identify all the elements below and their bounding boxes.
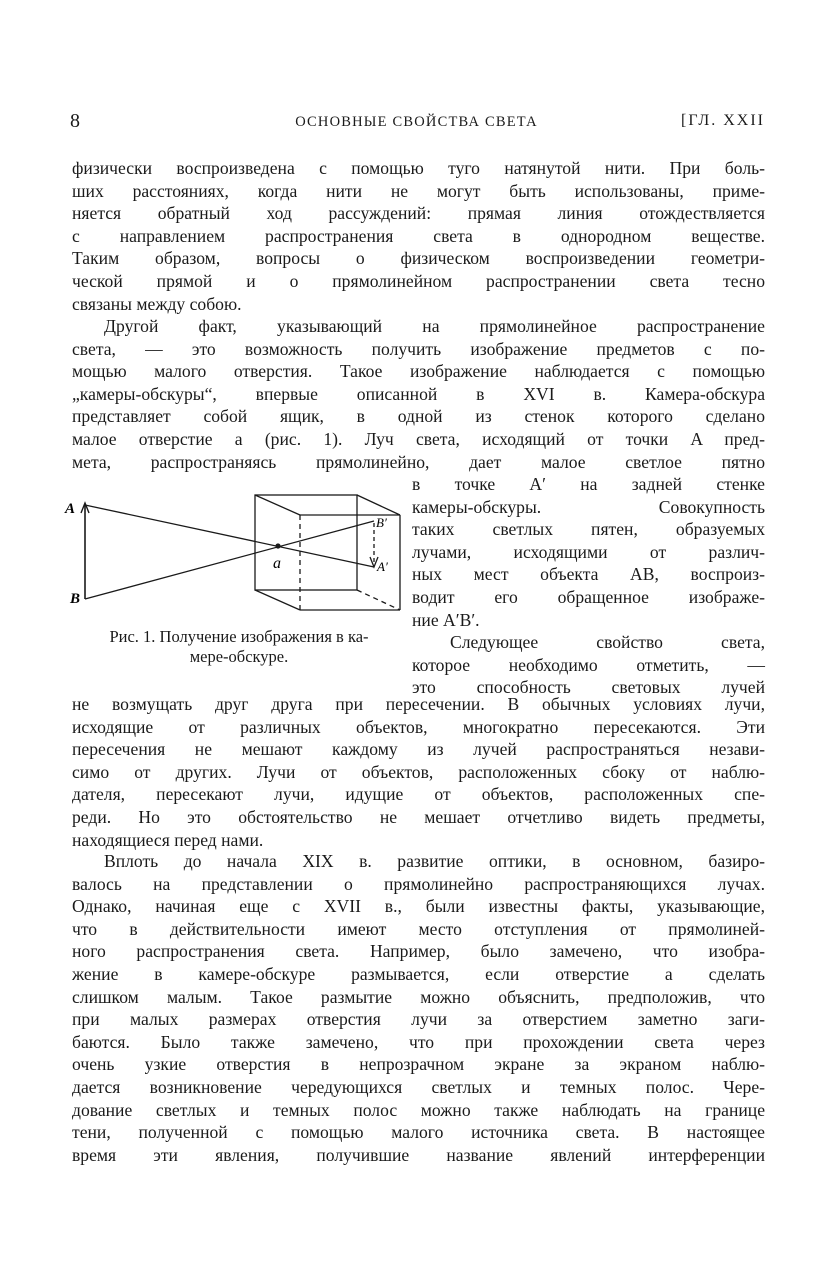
text-line: при малых размерах отверстия лучи за отверстием заметно заги- — [72, 1009, 765, 1030]
paragraph-2 — [72, 315, 765, 473]
text-line: малое отверстие a (рис. 1). Луч света, исходящий от точки A пред- — [72, 428, 765, 449]
text-line: исходящие от различных объектов, многократно пересекаются. Эти — [72, 716, 765, 737]
text-line: дателя, пересекают лучи, идущие от объектов, расположенных спе- — [72, 784, 765, 805]
text-line: Вплоть до начала XIX в. развитие оптики, в основном, базиро- — [104, 851, 765, 871]
text-line: реди. Но это обстоятельство не мешает отчетливо видеть предметы, — [72, 806, 765, 827]
text-line: ние A′B′. — [412, 609, 480, 630]
text-line: баются. Было также замечено, что при прохождении света через — [72, 1031, 765, 1052]
text-line: с направлением распространения света в однородном веществе. — [72, 225, 765, 246]
side-text — [412, 473, 765, 699]
text-line: физически воспроизведена с помощью туго натянутой нити. При боль- — [72, 158, 765, 178]
text-line: слишком малым. Такое размытие можно объяснить, предположив, что — [72, 986, 765, 1007]
text-line: таких светлых пятен, образуемых — [412, 519, 765, 540]
text-line: лучами, исходящими от различ- — [412, 541, 765, 562]
text-line: Следующее свойство света, — [450, 632, 765, 653]
label-A: A — [65, 501, 76, 517]
caption-line: мере-обскуре. — [189, 647, 289, 666]
text-line: симо от других. Лучи от объектов, расположенных сбоку от наблю- — [72, 761, 765, 782]
caption-line: Рис. 1. Получение изображения в ка- — [109, 627, 369, 646]
text-line: не возмущать друг друга при пересечении. В обычных условиях лучи, — [72, 694, 765, 714]
text-line: очень узкие отверстия в непрозрачном экране за экраном наблю- — [72, 1054, 765, 1075]
running-title: ОСНОВНЫЕ СВОЙСТВА СВЕТА — [295, 114, 538, 130]
text-line: ших расстояниях, когда нити не могут быть использованы, приме- — [72, 180, 765, 201]
chapter-label: [ГЛ. XXII — [681, 112, 765, 129]
text-line: ных мест объекта AB, воспроиз- — [412, 564, 765, 585]
text-line: которое необходимо отметить, — — [412, 654, 765, 675]
label-a: a — [273, 555, 281, 572]
page-header — [68, 110, 765, 140]
paragraph-4 — [72, 850, 765, 1166]
text-line: что в действительности имеют место отступления от прямолиней- — [72, 918, 765, 939]
text-line: представляет собой ящик, в одной из стенок которого сделано — [72, 406, 765, 427]
text-line: Другой факт, указывающий на прямолинейное распространение — [104, 316, 765, 336]
text-line: тени, полученной с помощью малого источника света. В настоящее — [72, 1122, 765, 1143]
camera-obscura-figure — [60, 483, 405, 623]
text-line: валось на представлении о прямолинейно распространяющихся лучах. — [72, 873, 765, 894]
text-line: камеры-обскуры. Совокупность — [412, 496, 765, 517]
text-line: света, — это возможность получить изображение предметов с по- — [72, 338, 765, 359]
page-number: 8 — [70, 110, 80, 132]
label-A-prime: A′ — [377, 559, 388, 574]
text-line: мощью малого отверстия. Такое изображение наблюдается с помощью — [72, 361, 765, 382]
text-line: водит его обращенное изображе- — [412, 586, 765, 607]
label-B: B — [70, 591, 81, 607]
text-line: „камеры-обскуры“, впервые описанной в XVI в. Камера-обскура — [72, 383, 765, 404]
figure-caption — [74, 627, 404, 667]
paragraph-3 — [72, 693, 765, 851]
text-line: мета, распространяясь прямолинейно, дает малое светлое пятно — [72, 451, 765, 472]
text-line: дование светлых и темных полос можно также наблюдать на границе — [72, 1099, 765, 1120]
label-B-prime: B′ — [376, 515, 387, 530]
text-line: находящиеся перед нами. — [72, 829, 264, 850]
text-line: ного распространения света. Например, было замечено, что изобра- — [72, 941, 765, 962]
text-line: няется обратный ход рассуждений: прямая линия отождествляется — [72, 203, 765, 224]
text-line: время эти явления, получившие название явлений интерференции — [72, 1144, 765, 1165]
text-line: жение в камере-обскуре размывается, если отверстие a сделать — [72, 963, 765, 984]
text-line: Однако, начиная еще с XVII в., были известны факты, указывающие, — [72, 896, 765, 917]
text-line: связаны между собою. — [72, 293, 242, 314]
text-line: ческой прямой и о прямолинейном распространении света тесно — [72, 270, 765, 291]
text-line: это способность световых лучей — [412, 677, 765, 698]
text-line: дается возникновение чередующихся светлых и темных полос. Чере- — [72, 1076, 765, 1097]
paragraph-1 — [72, 157, 765, 315]
text-line: пересечения не мешают каждому из лучей распространяться незави- — [72, 739, 765, 760]
text-line: Таким образом, вопросы о физическом воспроизведении геометри- — [72, 248, 765, 269]
text-line: в точке A′ на задней стенке — [412, 474, 765, 494]
